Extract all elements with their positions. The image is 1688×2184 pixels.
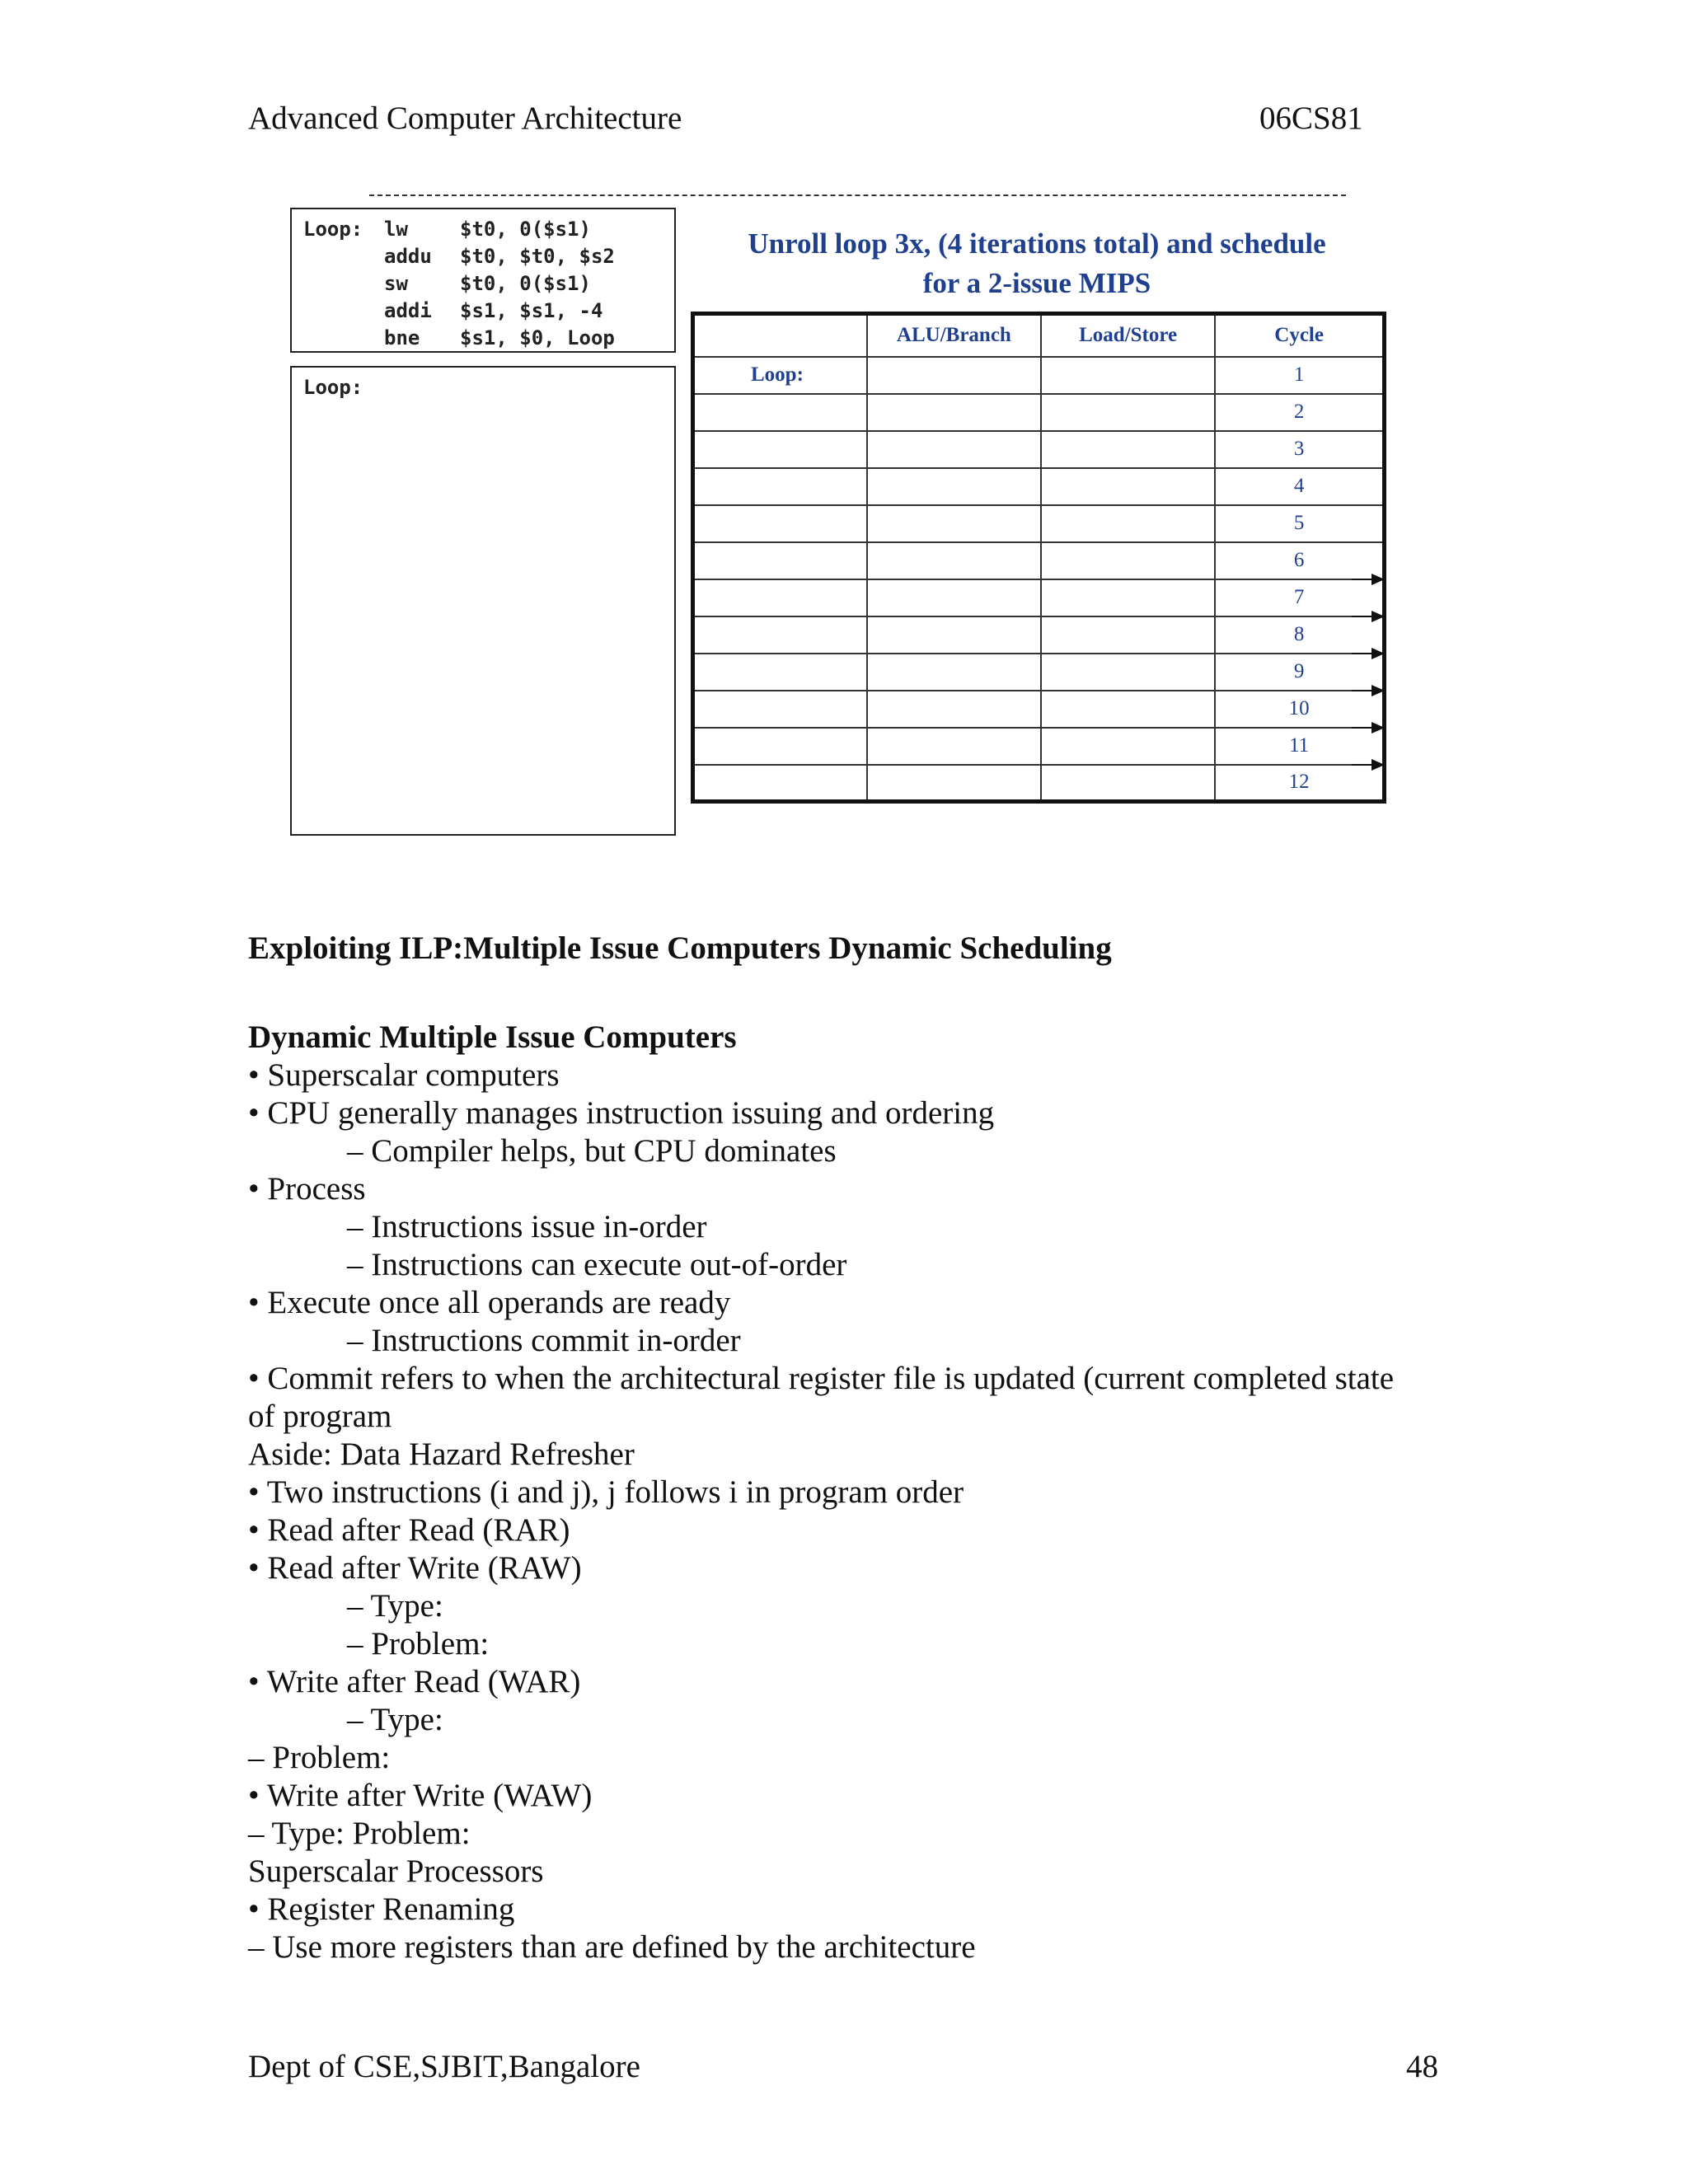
code-op: bne (384, 326, 420, 349)
load-store-cell (1041, 542, 1215, 579)
load-store-cell (1041, 431, 1215, 468)
schedule-row (693, 468, 1385, 505)
schedule-row (693, 431, 1385, 468)
code-label (303, 243, 384, 270)
load-store-cell (1041, 616, 1215, 654)
schedule-label-cell (693, 394, 867, 431)
body-line: – Instructions commit in-order (347, 1323, 741, 1358)
code-op: addu (384, 245, 432, 268)
bullet-list (248, 1057, 1394, 1966)
alu-branch-cell (867, 616, 1041, 654)
body-line: of program (248, 1399, 392, 1434)
body-line: • Superscalar computers (248, 1057, 560, 1093)
section-title: Exploiting ILP:Multiple Issue Computers Dynamic Scheduling (248, 930, 1112, 966)
code-op: lw (384, 218, 408, 241)
alu-branch-cell (867, 728, 1041, 765)
load-store-cell (1041, 394, 1215, 431)
schedule-label-cell (693, 505, 867, 542)
body-line: – Problem: (347, 1626, 490, 1661)
body-line: • CPU generally manages instruction issuing and ordering (248, 1095, 995, 1131)
code-args: $s1, $s1, -4 (460, 299, 603, 322)
footer-department: Dept of CSE,SJBIT,Bangalore (248, 2049, 640, 2084)
alu-branch-cell (867, 691, 1041, 728)
code-label (303, 270, 384, 298)
load-store-cell (1041, 579, 1215, 616)
body-line: – Instructions can execute out-of-order (347, 1247, 847, 1282)
load-store-cell (1041, 765, 1215, 802)
schedule-label-cell: Loop: (693, 357, 867, 394)
schedule-label-cell (693, 431, 867, 468)
load-store-cell (1041, 654, 1215, 691)
body-line: – Instructions issue in-order (347, 1209, 707, 1244)
body-line: • Read after Read (RAR) (248, 1512, 570, 1548)
header-title: Advanced Computer Architecture (248, 101, 682, 136)
schedule-header-row (693, 314, 1385, 357)
schedule-row (693, 579, 1385, 616)
code-args: $t0, 0($s1) (460, 272, 591, 295)
schedule-label-cell (693, 579, 867, 616)
body-line: – Type: (347, 1702, 443, 1737)
alu-branch-cell (867, 579, 1041, 616)
body-line: – Problem: (248, 1740, 391, 1775)
schedule-title (691, 224, 1383, 303)
cycle-cell: 3 (1215, 431, 1384, 468)
cycle-cell: 8 (1215, 616, 1384, 654)
cycle-cell: 10 (1215, 691, 1384, 728)
body-line: – Use more registers than are defined by the architecture (248, 1929, 976, 1965)
cycle-cell: 4 (1215, 468, 1384, 505)
unrolled-loop-code-box (290, 366, 676, 836)
schedule-row (693, 505, 1385, 542)
schedule-label-cell (693, 728, 867, 765)
schedule-row (693, 728, 1385, 765)
body-line: • Write after Write (WAW) (248, 1778, 593, 1813)
body-line: • Execute once all operands are ready (248, 1285, 731, 1320)
cycle-cell: 9 (1215, 654, 1384, 691)
schedule-title-line1: Unroll loop 3x, (4 iterations total) and schedule (748, 227, 1326, 260)
cycle-cell: 5 (1215, 505, 1384, 542)
schedule-header-label (693, 314, 867, 357)
alu-branch-cell (867, 394, 1041, 431)
original-loop-code-box (290, 208, 676, 353)
load-store-cell (1041, 357, 1215, 394)
body-line: • Process (248, 1171, 366, 1207)
schedule-row (693, 691, 1385, 728)
footer-page-number: 48 (1406, 2049, 1438, 2084)
alu-branch-cell (867, 357, 1041, 394)
cycle-cell: 11 (1215, 728, 1384, 765)
alu-branch-cell (867, 765, 1041, 802)
schedule-title-line2: for a 2-issue MIPS (922, 267, 1151, 299)
schedule-header-load-store: Load/Store (1041, 314, 1215, 357)
alu-branch-cell (867, 654, 1041, 691)
schedule-label-cell (693, 542, 867, 579)
code-label: Loop: (303, 218, 363, 241)
load-store-cell (1041, 728, 1215, 765)
unrolled-loop-label: Loop: (303, 376, 363, 399)
code-label (303, 298, 384, 325)
body-text (248, 930, 1394, 1966)
figure-top-rule (369, 194, 1346, 196)
body-line: • Register Renaming (248, 1891, 515, 1927)
schedule-label-cell (693, 468, 867, 505)
load-store-cell (1041, 468, 1215, 505)
alu-branch-cell (867, 468, 1041, 505)
schedule-table (691, 312, 1386, 804)
body-line: • Write after Read (WAR) (248, 1664, 581, 1699)
body-line: • Two instructions (i and j), j follows i in program order (248, 1474, 964, 1510)
cycle-cell: 7 (1215, 579, 1384, 616)
schedule-label-cell (693, 616, 867, 654)
load-store-cell (1041, 505, 1215, 542)
code-args: $t0, $t0, $s2 (460, 245, 615, 268)
cycle-cell: 6 (1215, 542, 1384, 579)
cycle-cell: 12 (1215, 765, 1384, 802)
alu-branch-cell (867, 505, 1041, 542)
schedule-label-cell (693, 765, 867, 802)
schedule-row (693, 616, 1385, 654)
schedule-label-cell (693, 654, 867, 691)
code-listing (303, 216, 674, 352)
code-args: $s1, $0, Loop (460, 326, 615, 349)
cycle-cell: 2 (1215, 394, 1384, 431)
schedule-header-cycle: Cycle (1215, 314, 1384, 357)
body-line: – Type: (347, 1588, 443, 1624)
code-op: sw (384, 272, 408, 295)
code-label (303, 325, 384, 352)
schedule-row (693, 357, 1385, 394)
body-line: • Read after Write (RAW) (248, 1550, 582, 1586)
schedule-header-alu-branch: ALU/Branch (867, 314, 1041, 357)
schedule-row (693, 542, 1385, 579)
code-args: $t0, 0($s1) (460, 218, 591, 241)
body-line: • Commit refers to when the architectural register file is updated (current completed state (248, 1361, 1395, 1396)
schedule-row (693, 394, 1385, 431)
load-store-cell (1041, 691, 1215, 728)
body-line: – Type: Problem: (248, 1816, 471, 1851)
schedule-label-cell (693, 691, 867, 728)
header-course-code: 06CS81 (1259, 101, 1363, 136)
schedule-row (693, 654, 1385, 691)
body-line: – Compiler helps, but CPU dominates (347, 1133, 837, 1169)
alu-branch-cell (867, 542, 1041, 579)
schedule-row (693, 765, 1385, 802)
body-line: Superscalar Processors (248, 1854, 544, 1889)
cycle-cell: 1 (1215, 357, 1384, 394)
body-line: Aside: Data Hazard Refresher (248, 1436, 635, 1472)
subsection-title: Dynamic Multiple Issue Computers (248, 1019, 737, 1055)
code-op: addi (384, 299, 432, 322)
alu-branch-cell (867, 431, 1041, 468)
